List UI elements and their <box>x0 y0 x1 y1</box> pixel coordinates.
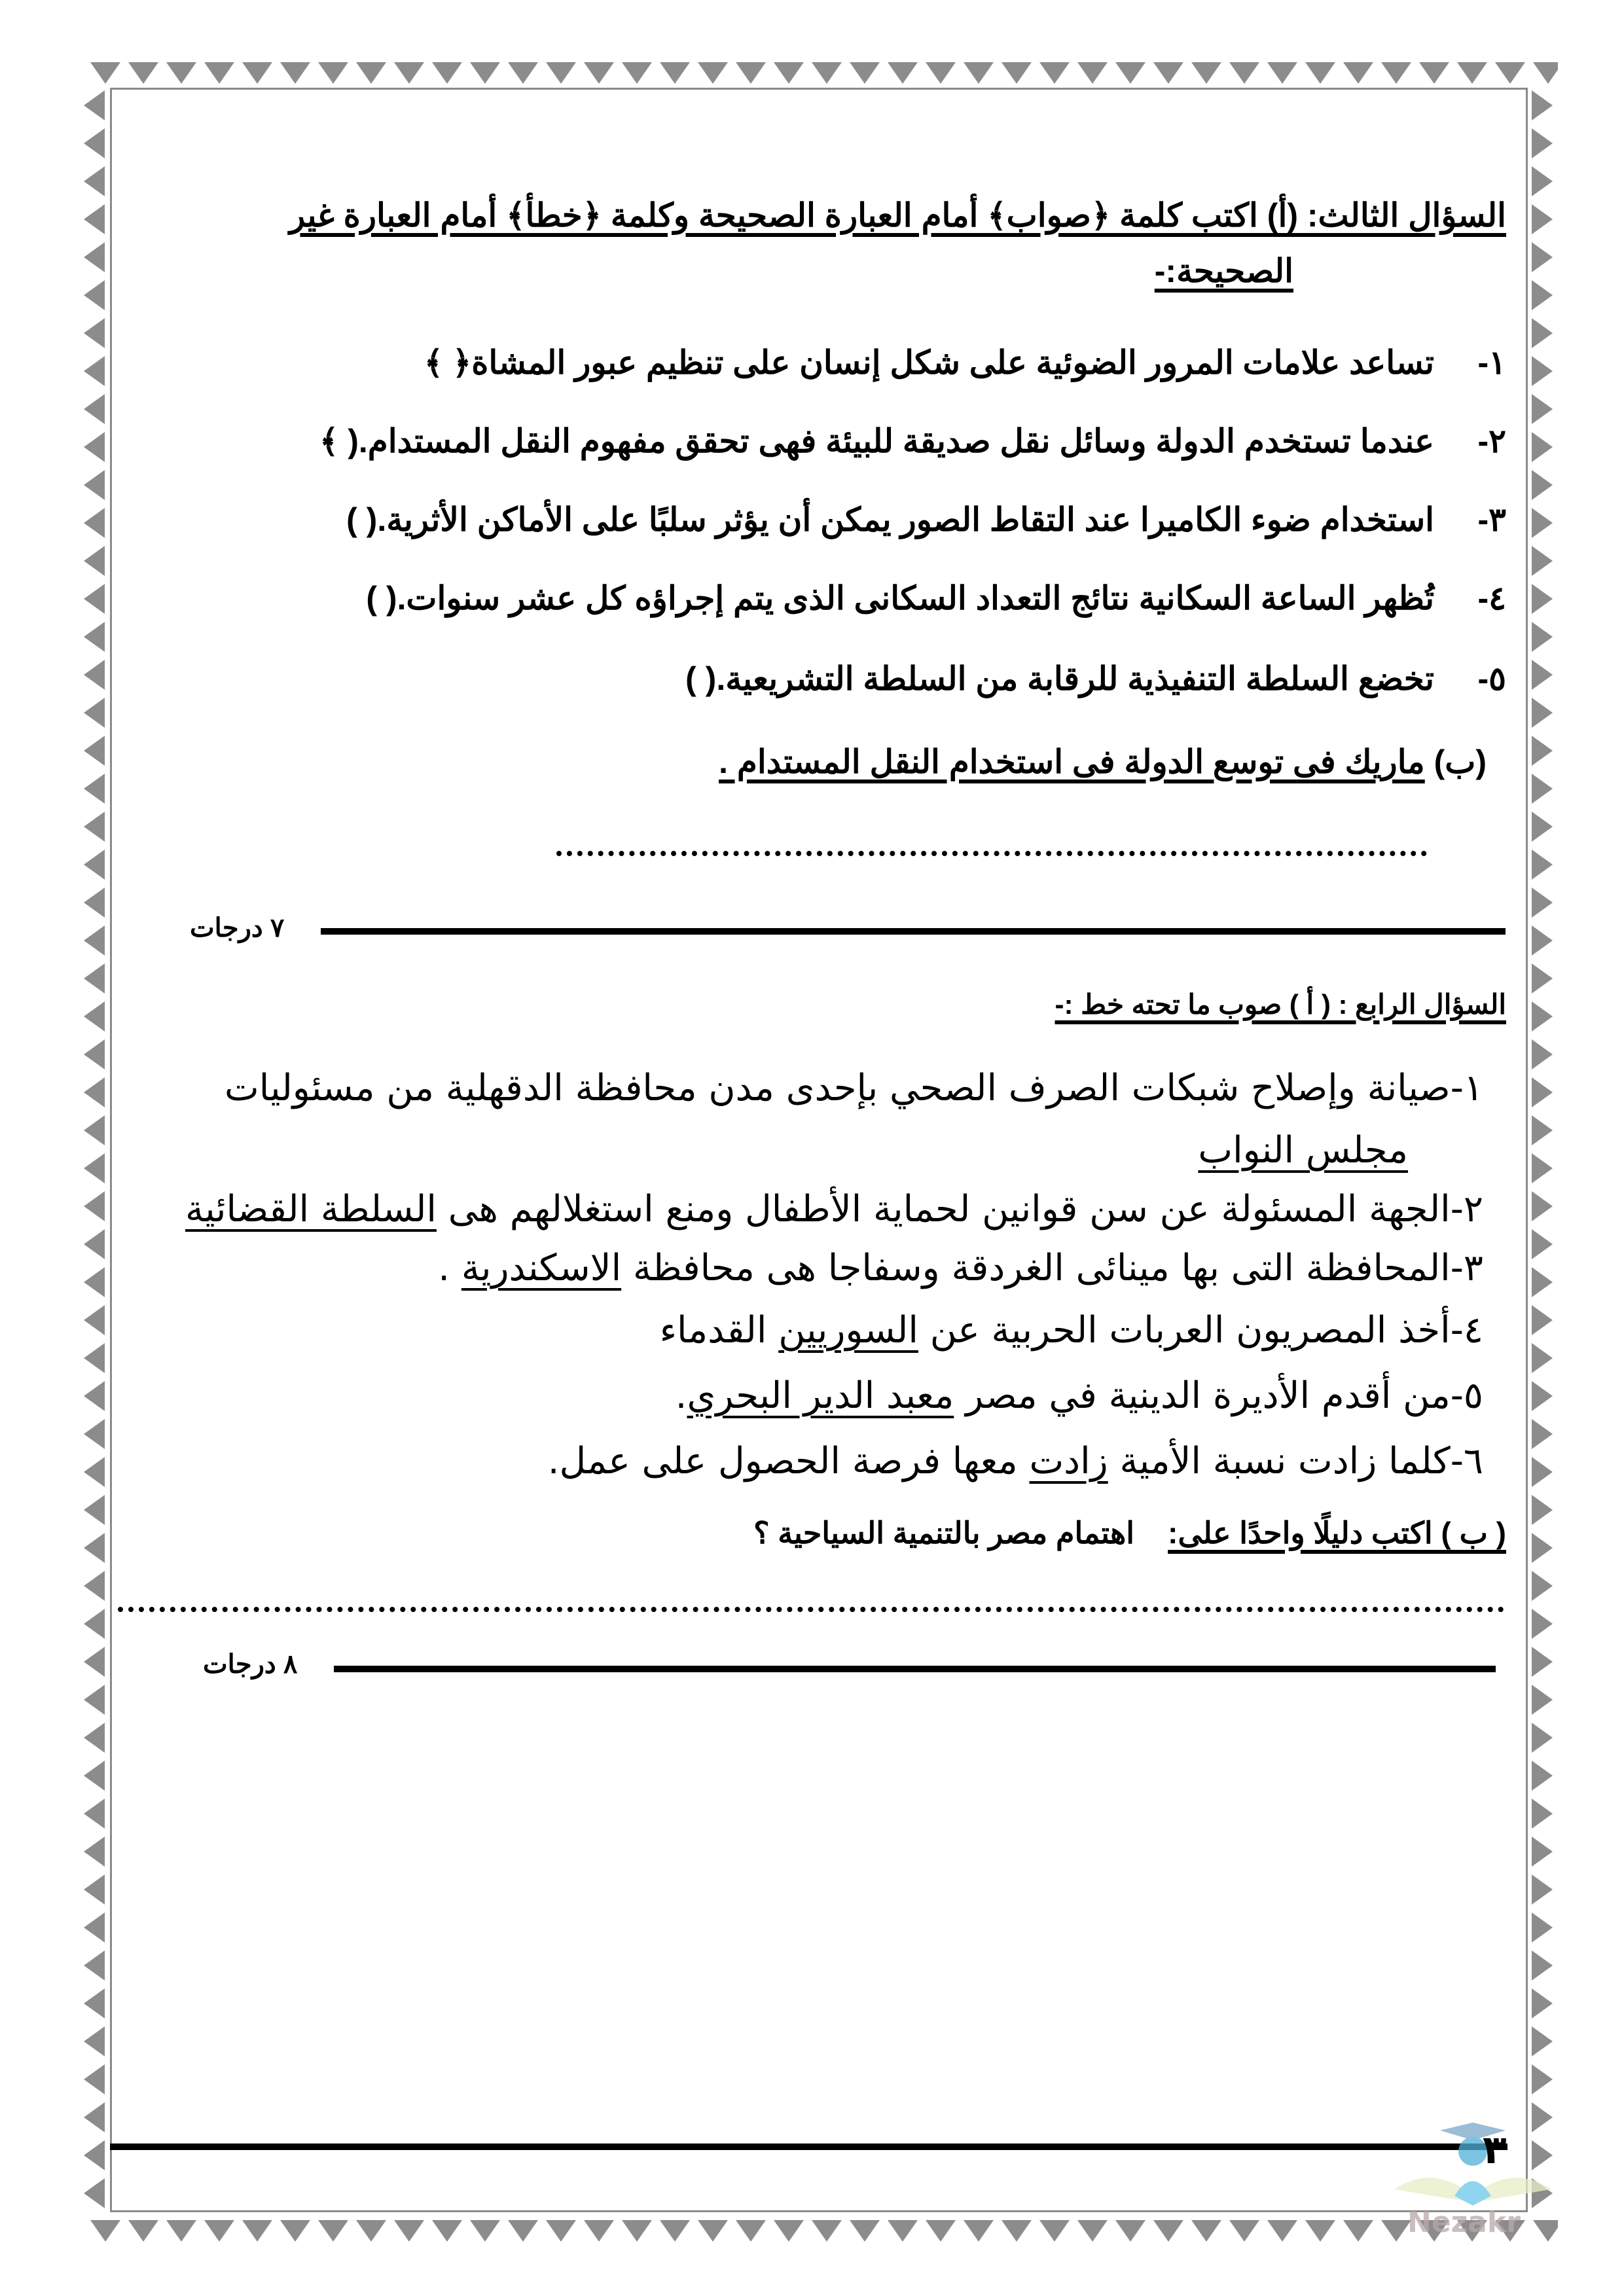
underlined-term: السلطة القضائية <box>185 1188 437 1230</box>
q3-part-b <box>719 743 1487 781</box>
item-text: الجهة المسئولة عن سن قوانين لحماية الأطفال ومنع استغلالهم هى <box>436 1188 1451 1230</box>
item-text-end: معها فرصة الحصول على عمل. <box>547 1440 1030 1482</box>
q3-header-cont: الصحيحة:- <box>1154 253 1293 289</box>
svg-text:Nezakr: Nezakr <box>1407 2206 1521 2239</box>
part-label: (ب) <box>1434 744 1487 780</box>
underlined-term: معبد الدير البحري <box>687 1374 954 1417</box>
q3-grade: ٧ درجات <box>190 914 285 942</box>
q3-item-2 <box>319 422 1506 460</box>
q4-part-b <box>753 1515 1506 1551</box>
item-number: ٢- <box>1477 423 1506 459</box>
q4-item-5 <box>676 1374 1483 1417</box>
item-number: ١- <box>1477 344 1506 381</box>
answer-blank[interactable]: ﴿ ﴾ <box>424 344 472 381</box>
separator-line <box>334 1666 1496 1672</box>
item-text: المحافظة التى بها مينائى الغردقة وسفاجا هى محافظة <box>621 1247 1451 1289</box>
item-number: ٣- <box>1477 501 1506 538</box>
q3-item-5 <box>685 660 1506 698</box>
item-text: صيانة وإصلاح شبكات الصرف الصحي بإحدى مدن محافظة الدقهلية من مسئوليات <box>225 1067 1451 1109</box>
item-text: عندما تستخدم الدولة وسائل نقل صديقة للبيئة فهى تحقق مفهوم النقل المستدام. <box>358 423 1434 459</box>
item-text-end: القدماء <box>659 1309 779 1352</box>
item-text-end: . <box>675 1374 687 1417</box>
q4-item-1-cont <box>1198 1129 1408 1172</box>
part-b-question: ماريك فى توسع الدولة فى استخدام النقل المستدام . <box>719 744 1425 780</box>
q4-grade: ٨ درجات <box>203 1650 298 1679</box>
item-number: ٥- <box>1450 1374 1483 1417</box>
q3-header: السؤال الثالث: (أ) اكتب كلمة ﴿صواب﴾ أمام العبارة الصحيحة وكلمة ﴿خطأ﴾ أمام العبارة غير <box>289 197 1506 234</box>
item-text: تساعد علامات المرور الضوئية على شكل إنسان على تنظيم عبور المشاة <box>471 344 1434 381</box>
q4-item-2 <box>185 1188 1483 1230</box>
item-number: ٢- <box>1450 1188 1483 1230</box>
q4-item-1 <box>225 1067 1483 1109</box>
item-number: ١- <box>1450 1067 1483 1109</box>
item-text: كلما زادت نسبة الأمية <box>1108 1440 1451 1482</box>
underlined-term: مجلس النواب <box>1198 1129 1408 1172</box>
q4-item-4 <box>660 1309 1483 1352</box>
item-text: من أقدم الأديرة الدينية في مصر <box>954 1374 1451 1417</box>
answer-dotted-line[interactable] <box>556 851 1427 856</box>
item-text: تخضع السلطة التنفيذية للرقابة من السلطة التشريعية. <box>716 660 1434 697</box>
item-text: تُظهر الساعة السكانية نتائج التعداد السكانى الذى يتم إجراؤه كل عشر سنوات. <box>397 580 1434 617</box>
item-number: ٤- <box>1450 1309 1483 1352</box>
footer-line <box>110 2144 1507 2150</box>
separator-line <box>321 928 1506 935</box>
item-number: ٤- <box>1477 580 1506 617</box>
part-b-question: اهتمام مصر بالتنمية السياحية ؟ <box>753 1516 1134 1550</box>
underlined-term: الاسكندرية <box>461 1247 622 1289</box>
answer-dotted-line[interactable] <box>118 1607 1504 1612</box>
page-number: ٣ <box>1483 2127 1507 2173</box>
watermark-logo <box>1381 2111 1564 2242</box>
answer-blank[interactable]: ( ) <box>366 580 397 617</box>
answer-blank[interactable]: ( ) <box>346 501 378 538</box>
item-text-end: . <box>438 1247 461 1289</box>
part-label: ( ب ) اكتب دليلًا واحدًا على: <box>1168 1516 1506 1550</box>
answer-blank[interactable]: ( ﴾ <box>319 423 359 459</box>
item-number: ٥- <box>1477 660 1506 697</box>
q3-item-3 <box>346 501 1506 539</box>
q4-item-3 <box>438 1247 1483 1289</box>
underlined-term: زادت <box>1029 1440 1108 1482</box>
answer-blank[interactable]: ( ) <box>685 660 717 697</box>
item-number: ٣- <box>1450 1247 1483 1289</box>
q3-item-4 <box>366 579 1506 617</box>
item-text: استخدام ضوء الكاميرا عند التقاط الصور يمكن أن يؤثر سلبًا على الأماكن الأثرية. <box>377 501 1434 538</box>
item-text: أخذ المصريون العربات الحربية عن <box>918 1309 1451 1352</box>
q3-item-1 <box>424 344 1506 382</box>
q4-item-6 <box>548 1440 1483 1482</box>
q4-header: السؤال الرابع : ( أ ) صوب ما تحته خط :- <box>1055 989 1506 1020</box>
underlined-term: السوريين <box>778 1309 918 1352</box>
item-number: ٦- <box>1450 1440 1483 1482</box>
